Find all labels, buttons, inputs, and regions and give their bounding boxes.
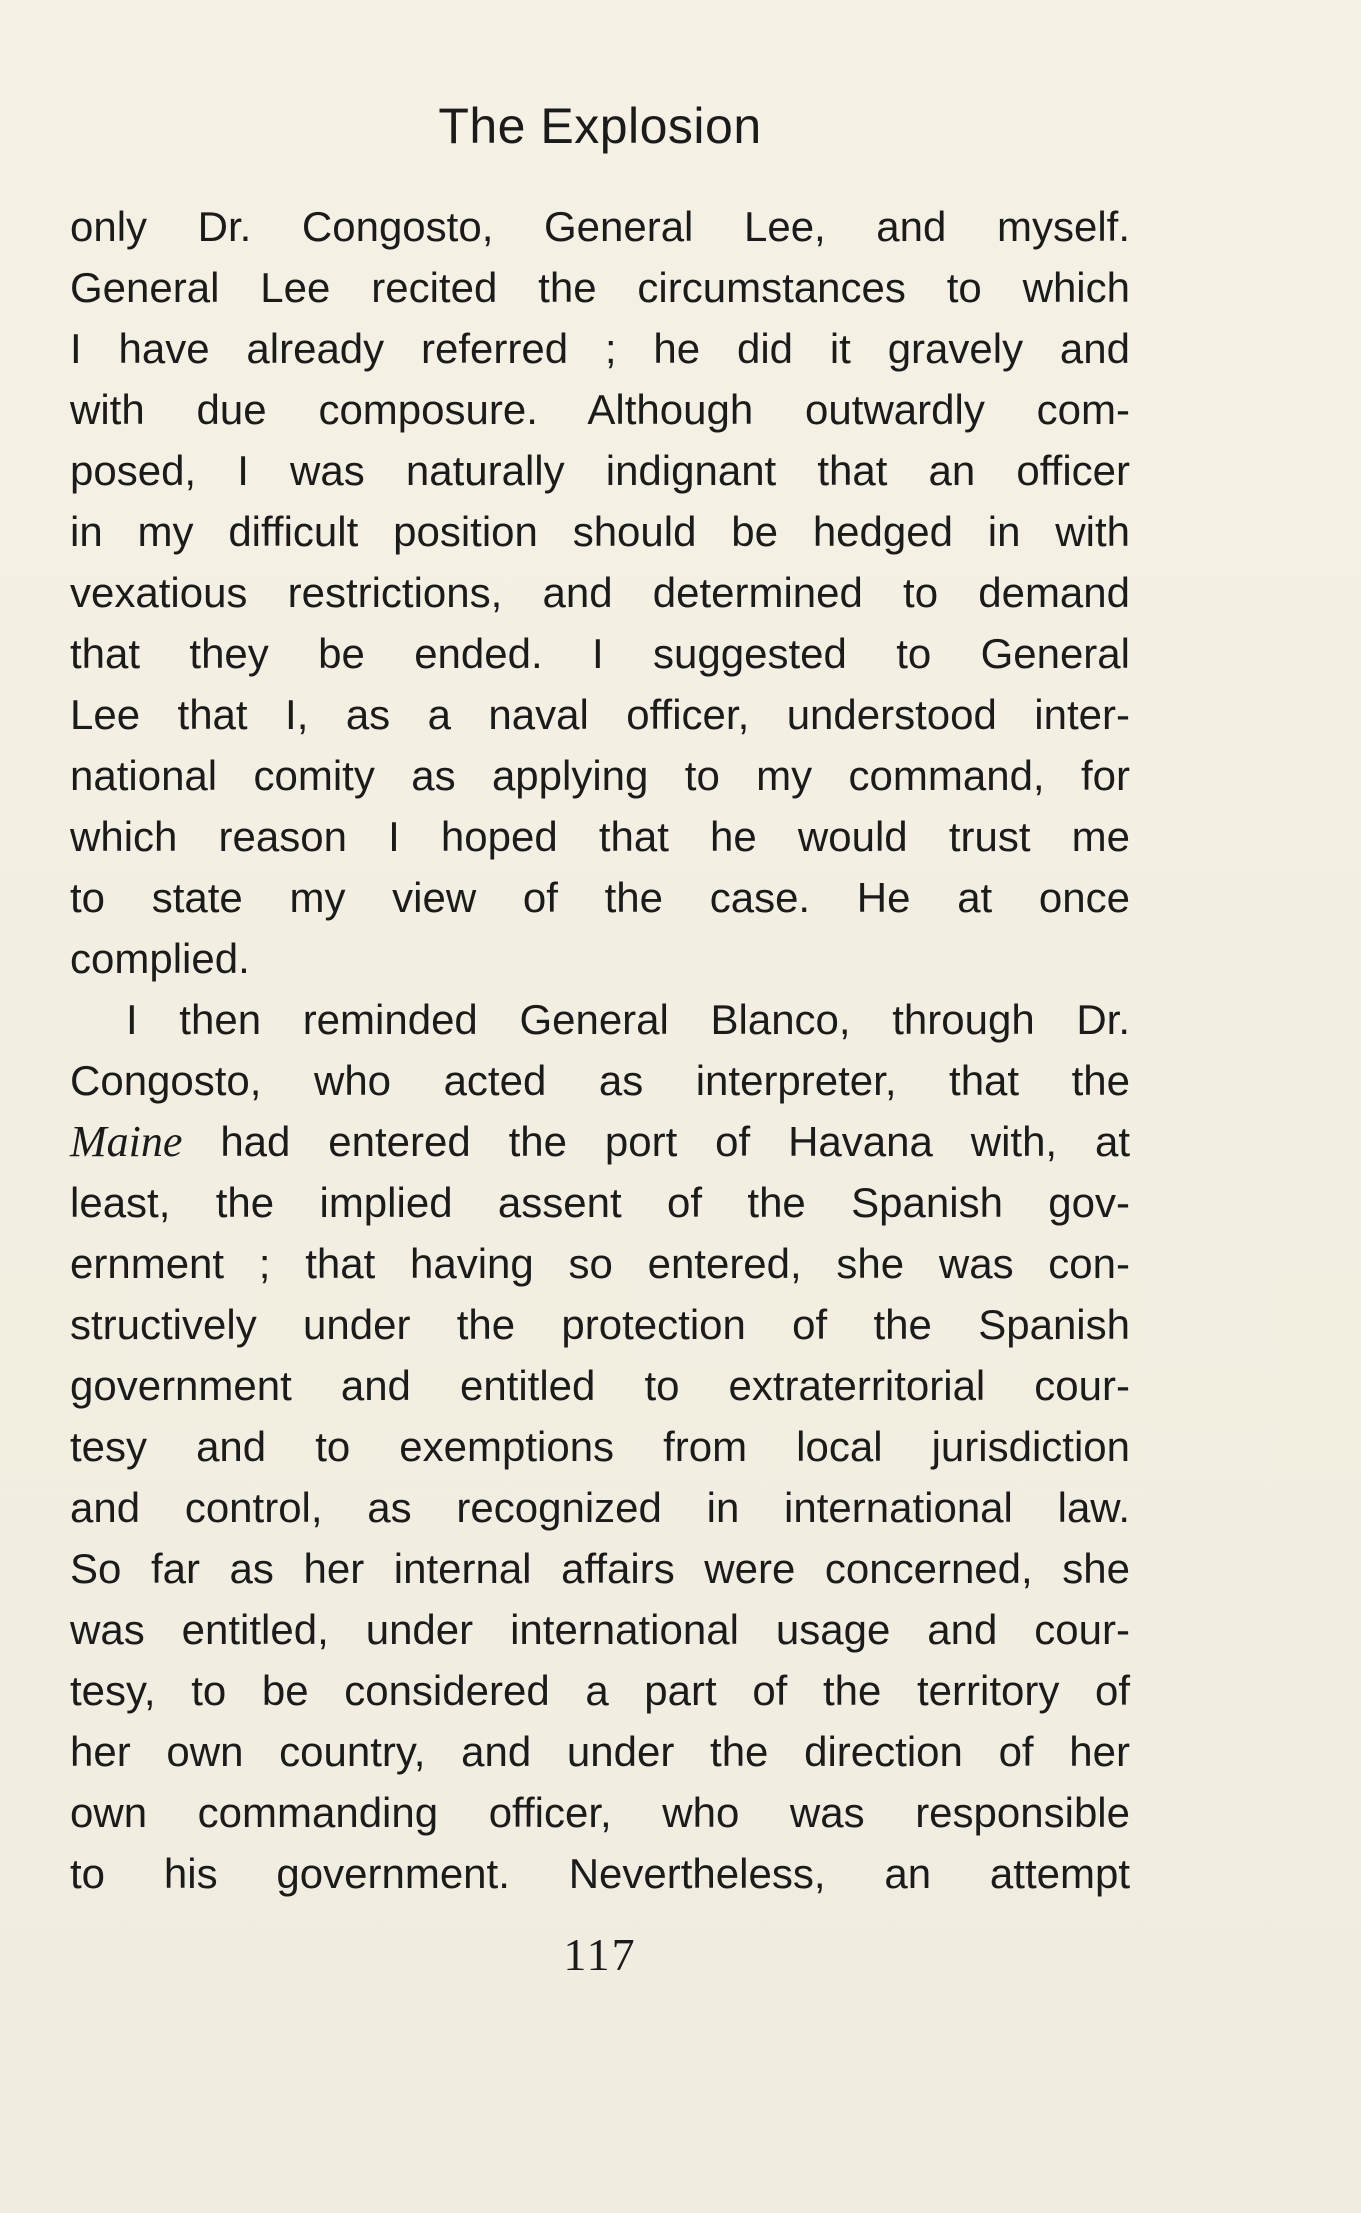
text-line: that they be ended. I suggested to General — [70, 630, 1130, 677]
text-line: least, the implied assent of the Spanish gov- — [70, 1179, 1130, 1226]
text-line: which reason I hoped that he would trust me — [70, 813, 1130, 860]
text-line: tesy and to exemptions from local jurisdiction — [70, 1423, 1130, 1470]
page-number: 117 — [563, 1929, 637, 1980]
text-line: and control, as recognized in international law. — [70, 1484, 1130, 1531]
paragraph-first-line: I then reminded General Blanco, through Dr. — [126, 996, 1130, 1043]
text-line: to state my view of the case. He at once — [70, 874, 1130, 921]
ship-name: Maine — [70, 1117, 183, 1166]
text-line: Lee that I, as a naval officer, understood inter- — [70, 691, 1130, 738]
text-line: only Dr. Congosto, General Lee, and myself. — [70, 203, 1130, 250]
text-line: General Lee recited the circumstances to which — [70, 264, 1130, 311]
text-line: to his government. Nevertheless, an attempt — [70, 1850, 1130, 1897]
text-line: own commanding officer, who was responsible — [70, 1789, 1130, 1836]
text-line: in my difficult position should be hedged in with — [70, 508, 1130, 555]
text-line: I have already referred ; he did it gravely and — [70, 325, 1130, 372]
text-line-with-ship-name — [70, 1111, 1130, 1172]
text-line: her own country, and under the direction of her — [70, 1728, 1130, 1775]
text-line: vexatious restrictions, and determined to demand — [70, 569, 1130, 616]
text-line: ernment ; that having so entered, she was con- — [70, 1240, 1130, 1287]
text-line: complied. — [70, 935, 250, 982]
text-line: So far as her internal affairs were concerned, she — [70, 1545, 1130, 1592]
text-line: posed, I was naturally indignant that an officer — [70, 447, 1130, 494]
body-text — [70, 196, 1130, 1904]
text-line-rest: had entered the port of Havana with, at — [220, 1118, 1131, 1165]
running-title: The Explosion — [438, 98, 762, 154]
text-line: national comity as applying to my command, for — [70, 752, 1130, 799]
text-line: structively under the protection of the Spanish — [70, 1301, 1130, 1348]
text-line: government and entitled to extraterritorial cour- — [70, 1362, 1130, 1409]
text-line: Congosto, who acted as interpreter, that the — [70, 1057, 1130, 1104]
text-line: was entitled, under international usage and cour- — [70, 1606, 1130, 1653]
text-line: with due composure. Although outwardly com- — [70, 386, 1130, 433]
text-line: tesy, to be considered a part of the territory of — [70, 1667, 1130, 1714]
